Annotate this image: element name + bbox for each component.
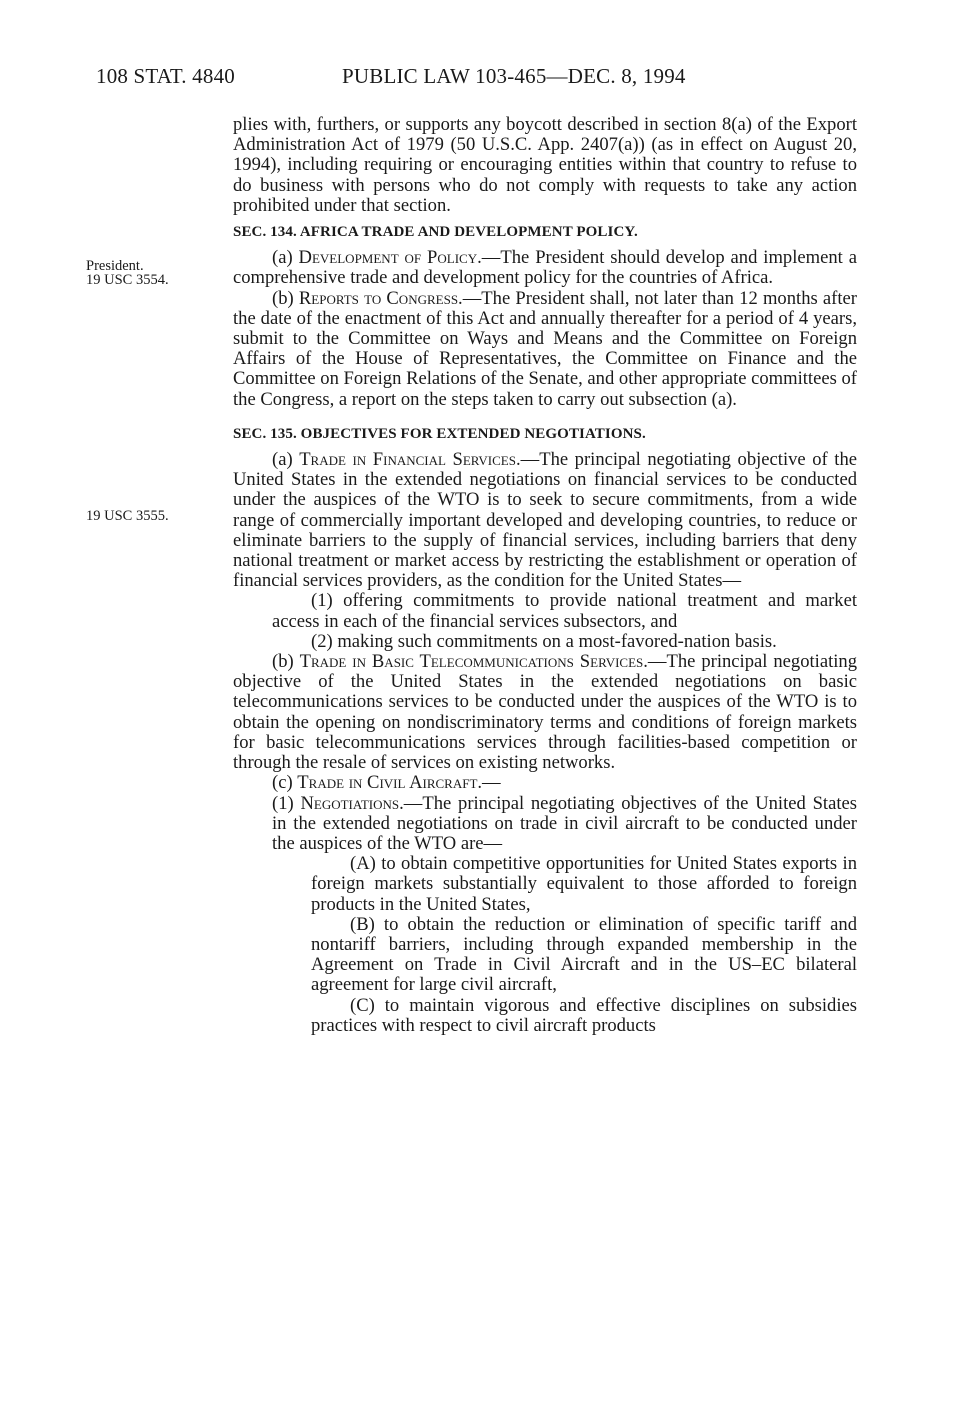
section-135-heading: SEC. 135. OBJECTIVES FOR EXTENDED NEGOTIATIONS. <box>233 425 646 442</box>
section-134-heading: SEC. 134. AFRICA TRADE AND DEVELOPMENT POLICY. <box>233 224 638 241</box>
section-135-c-1-A: (A) to obtain competitive opportunities for United States exports in foreign markets substantially equivalent to those afforded to foreign products in the United States, <box>311 853 857 915</box>
continued-paragraph: plies with, furthers, or supports any boycott described in section 8(a) of the Export Administration Act of 1979 (50 U.S.C. App. 2407(a)) (as in effect on August 20, 1994), including requiring or encouraging entities within that country to refuse to do business with persons who do not comply with requests to take any action prohibited under that section. <box>233 114 857 216</box>
section-135-c-1-C: (C) to maintain vigorous and effective disciplines on subsidies practices with respect to civil aircraft products <box>311 994 857 1036</box>
subsection-label: (a) <box>272 449 300 471</box>
margin-note-usc-3555: 19 USC 3555. <box>86 508 169 524</box>
subsection-label: (b) <box>272 651 300 673</box>
subsection-label: (b) <box>272 287 299 309</box>
subsection-text: —The President should develop and implement a comprehensive trade and development policy for the countries of Africa. <box>233 247 857 289</box>
statute-page-number: 108 STAT. 4840 <box>96 64 235 88</box>
subsection-text: —The principal negotiating objective of the United States in the extended negotiations on financial services to be conducted under the auspices of the WTO is to seek to secure commitments, from a wide range of commercially important developed and developing countries, to reduce or eliminate barriers to the supply of financial services, including barriers that deny national treatment or market access by restricting the establishment or operation of financial services providers, as the condition for the United States— <box>233 449 857 592</box>
subsection-text: —The President shall, not later than 12 months after the date of the enactment of this Act and annually thereafter for a period of 4 years, submit to the Committee on Ways and Means and the Committee on Foreign Affairs of the House of Representatives, the Committee on Finance and the Committee on Foreign Relations of the Senate, and other appropriate committees of the Congress, a report on the steps taken to carry out subsection (a). <box>233 287 857 410</box>
section-135-c <box>233 773 857 793</box>
subsection-caption: Reports to Congress. <box>298 287 463 309</box>
subsection-label: (c) <box>272 772 298 794</box>
paragraph-label: (1) <box>272 792 301 814</box>
section-135-a-2: (2) making such commitments on a most-favored-nation basis. <box>311 630 777 652</box>
section-134-a <box>233 248 857 288</box>
section-135-c-1-B: (B) to obtain the reduction or elimination of specific tariff and nontariff barriers, including through expanded membership in the Agreement on Trade in Civil Aircraft and in the US–EC bilateral agreement for large civil aircraft, <box>311 913 857 996</box>
subsection-caption: Development of Policy. <box>298 247 482 269</box>
public-law-citation: PUBLIC LAW 103-465—DEC. 8, 1994 <box>342 64 686 88</box>
subsection-caption: Trade in Financial Services. <box>299 449 521 471</box>
subsection-text: —The principal negotiating objective of the United States in the extended negotiations on basic telecommunications services to be conducted under the auspices of the WTO is to obtain the opening on nondiscriminatory terms and conditions of foreign markets for basic telecommunications services through facilities-based competition or through the resale of services on existing networks. <box>233 651 857 774</box>
subsection-caption: Trade in Civil Aircraft. <box>297 772 483 794</box>
margin-note-usc-3554: 19 USC 3554. <box>86 272 169 288</box>
section-135-a-1: (1) offering commitments to provide national treatment and market access in each of the financial services subsectors, and <box>272 590 857 632</box>
section-135-c-1 <box>233 794 857 855</box>
section-135-b <box>233 652 857 773</box>
subsection-label: (a) <box>272 247 299 269</box>
section-135-a <box>233 450 857 591</box>
paragraph-caption: Negotiations. <box>300 792 404 814</box>
margin-note-president: President. <box>86 258 144 274</box>
body-text <box>233 115 857 1036</box>
subsection-dash: — <box>482 772 501 794</box>
section-134-b <box>233 289 857 410</box>
page-header <box>96 63 862 93</box>
subsection-caption: Trade in Basic Telecommunications Services. <box>299 651 648 673</box>
paragraph-text: —The principal negotiating objectives of the United States in the extended negotiations on trade in civil aircraft to be conducted under the auspices of the WTO are— <box>272 792 857 854</box>
